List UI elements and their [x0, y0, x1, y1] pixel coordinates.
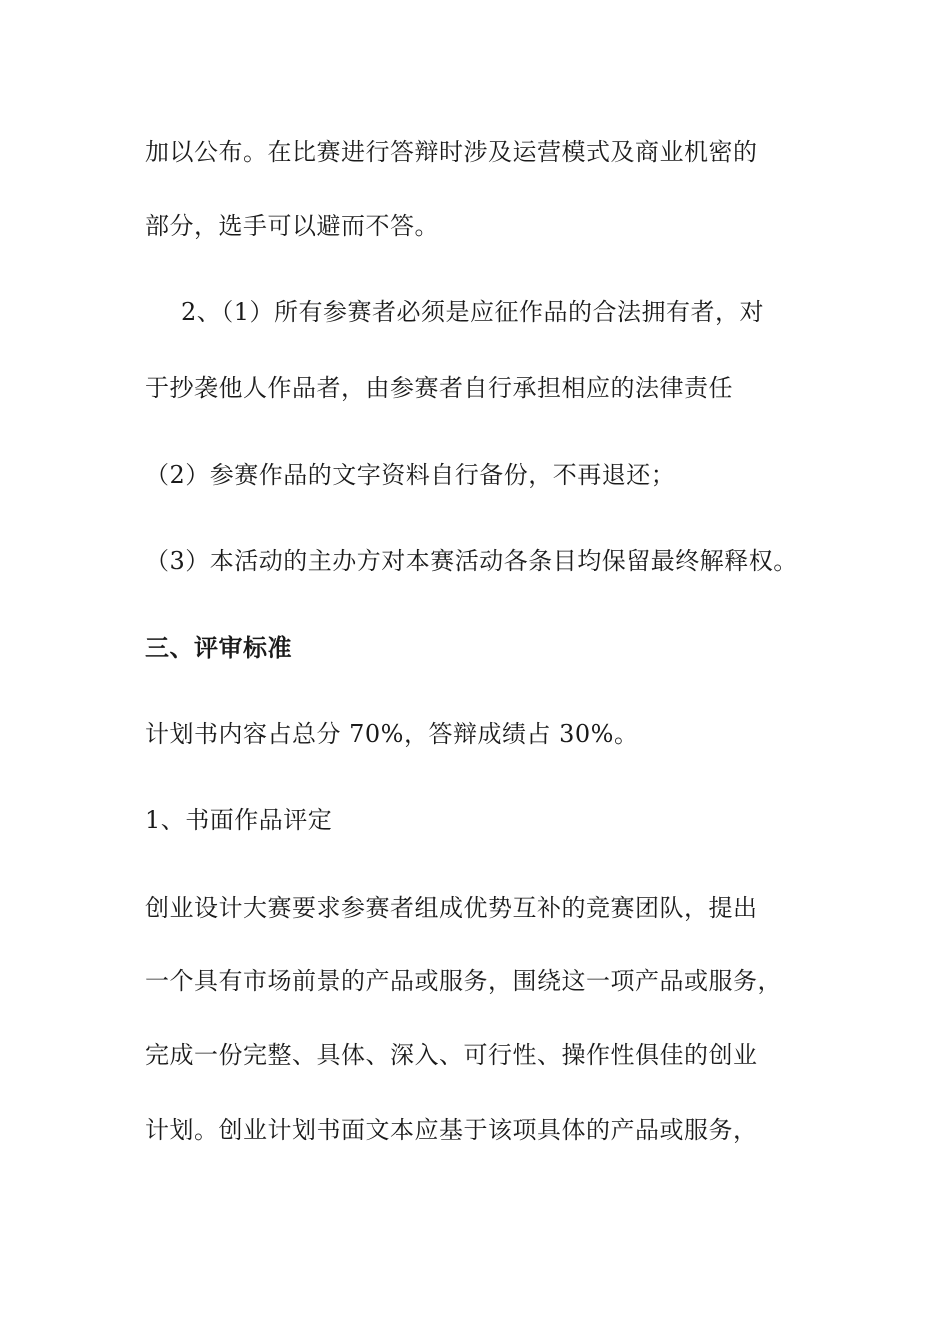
- description-line-3: 完成一份完整、具体、深入、可行性、操作性俱佳的创业: [145, 1041, 758, 1069]
- description-line-1: 创业设计大赛要求参赛者组成优势互补的竞赛团队，提出: [145, 894, 758, 922]
- description-line-2: 一个具有市场前景的产品或服务，围绕这一项产品或服务，: [145, 967, 782, 995]
- clause-2-line-1: 2、（1）所有参赛者必须是应征作品的合法拥有者，对: [181, 298, 765, 326]
- paragraph-line-1: 加以公布。在比赛进行答辩时涉及运营模式及商业机密的: [145, 138, 758, 166]
- clause-2-item-2: （2）参赛作品的文字资料自行备份，不再退还；: [145, 461, 676, 489]
- subheading-written-evaluation: 1、书面作品评定: [145, 806, 333, 834]
- description-line-4: 计划。创业计划书面文本应基于该项具体的产品或服务，: [145, 1116, 758, 1144]
- clause-2-item-3: （3）本活动的主办方对本赛活动各条目均保留最终解释权。: [145, 547, 798, 575]
- section-heading-review-criteria: 三、评审标准: [145, 633, 292, 662]
- paragraph-line-2: 部分，选手可以避而不答。: [145, 212, 439, 240]
- clause-2-line-2: 于抄袭他人作品者，由参赛者自行承担相应的法律责任: [145, 374, 733, 402]
- score-weighting-line: 计划书内容占总分 70%，答辩成绩占 30%。: [145, 720, 639, 748]
